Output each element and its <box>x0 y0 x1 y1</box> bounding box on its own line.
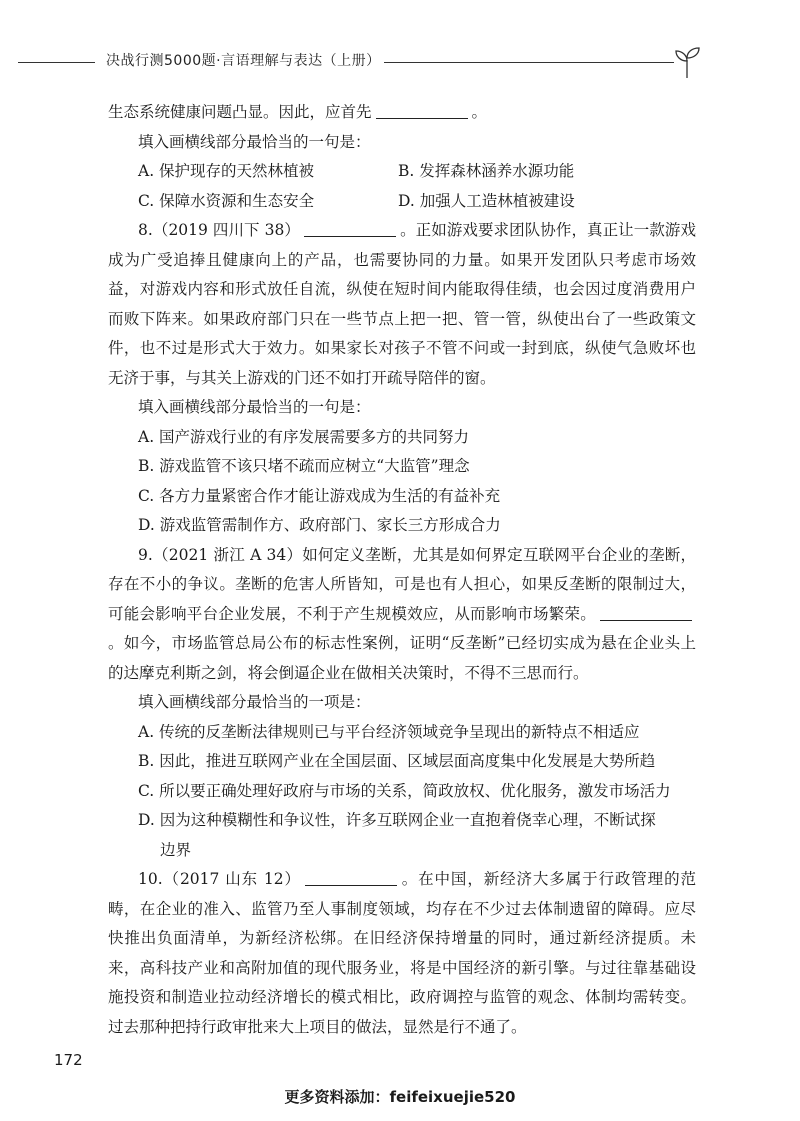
q7-option-b: B. 发挥森林涵养水源功能 <box>398 162 575 180</box>
q9-prompt: 填入画横线部分最恰当的一项是： <box>138 693 371 711</box>
q8-stem: 8.（2019 四川下 38） 。正如游戏要求团队协作，真正让一款游戏成为广受追捧且健康向上的产品，也需要协同的力量。如果开发团队只考虑市场效益，对游戏内容和形式放任自流，纵使在短时间内能取得佳绩，也会因过度消费用户而败下阵来。如果政府部门只在一些节点上把一把、管一管，纵使出台了一些政策文件，也不过是形式大于效力。如果家长对孩子不管不问或一封到底，纵使气急败坏也无济于事，与其关上游戏的门还不如打开疏导陪伴的窗。 <box>108 216 696 393</box>
header-rule-right <box>384 62 674 63</box>
q10-stem: 10.（2017 山东 12） 。在中国，新经济大多属于行政管理的范畴，在企业的准入、监管乃至人事制度领域，均存在不少过去体制遗留的障碍。应尽快推出负面清单，为新经济松绑。在旧经济保持增量的同时，通过新经济提质。未来，高科技产业和高附加值的现代服务业，将是中国经济的新引擎。与过往靠基础设施投资和制造业拉动经济增长的模式相比，政府调控与监管的观念、体制均需转变。过去那种把持行政审批来大上项目的做法，显然是行不通了。 <box>108 865 696 1042</box>
answer-blank <box>305 867 397 886</box>
q7-options-row-1 <box>108 157 696 187</box>
header-rule-left <box>18 62 95 63</box>
q7-tail-line: 生态系统健康问题凸显。因此，应首先 。 <box>108 98 696 128</box>
q7-prompt: 填入画横线部分最恰当的一句是： <box>138 132 371 151</box>
q9-stem: 9.（2021 浙江 A 34）如何定义垄断，尤其是如何界定互联网平台企业的垄断，存在不小的争议。垄断的危害人所皆知，可是也有人担心，如果反垄断的限制过大，可能会影响平台企业发展，不利于产生规模效应，从而影响市场繁荣。。如今，市场监管总局公布的标志性案例，证明“反垄断”已经切实成为悬在企业头上的达摩克利斯之剑，将会倒逼企业在做相关决策时，不得不三思而行。 <box>108 545 696 682</box>
q7-option-c: C. 保障水资源和生态安全 <box>138 191 315 210</box>
sprout-icon <box>672 44 702 78</box>
page-body <box>108 98 696 1042</box>
answer-blank <box>376 100 468 119</box>
q7-option-a: A. 保护现存的天然林植被 <box>138 162 315 180</box>
page-header <box>0 44 800 84</box>
answer-blank <box>304 218 396 237</box>
q8-option-c: C. 各方力量紧密合作才能让游戏成为生活的有益补充 <box>138 486 501 505</box>
answer-blank <box>600 602 692 621</box>
q8-option-d: D. 游戏监管需制作方、政府部门、家长三方形成合力 <box>138 516 501 534</box>
q7-options-row-2 <box>108 187 696 217</box>
q8-prompt: 填入画横线部分最恰当的一句是： <box>138 398 371 416</box>
page-number: 172 <box>54 1051 83 1069</box>
q8-option-b: B. 游戏监管不该只堵不疏而应树立“大监管”理念 <box>138 457 470 475</box>
q7-option-d: D. 加强人工造林植被建设 <box>398 191 575 210</box>
q9-option-b: B. 因此，推进互联网产业在全国层面、区域层面高度集中化发展是大势所趋 <box>138 752 656 770</box>
q9-option-d: D. 因为这种模糊性和争议性，许多互联网企业一直抱着侥幸心理，不断试探 边界 <box>138 811 656 859</box>
q8-option-a: A. 国产游戏行业的有序发展需要多方的共同努力 <box>138 427 470 446</box>
q9-option-c: C. 所以要正确处理好政府与市场的关系，简政放权、优化服务，激发市场活力 <box>138 781 671 800</box>
header-title: 决战行测5000题·言语理解与表达（上册） <box>106 53 381 69</box>
q9-option-a: A. 传统的反垄断法律规则已与平台经济领域竞争呈现出的新特点不相适应 <box>138 722 640 741</box>
footer-note: 更多资料添加：feifeixuejie520 <box>284 1088 516 1106</box>
